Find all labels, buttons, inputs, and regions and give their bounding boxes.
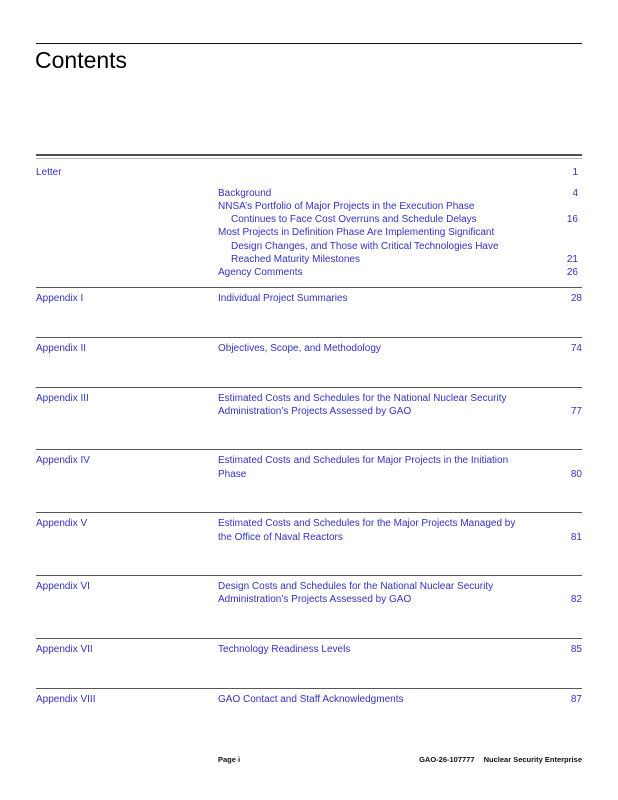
- toc-appendix-block: [36, 688, 582, 706]
- page-number[interactable]: 87: [570, 693, 582, 705]
- appendix-title[interactable]: Objectives, Scope, and Methodology: [218, 342, 381, 354]
- toc-entry[interactable]: [218, 266, 582, 279]
- toc-appendix-block: [36, 449, 582, 480]
- appendix-label[interactable]: Appendix VII: [36, 644, 93, 656]
- toc-appendix-block: [36, 575, 582, 606]
- toc-letter-link[interactable]: Letter: [36, 167, 62, 178]
- toc-entry-text[interactable]: Background: [218, 187, 272, 199]
- toc-entry[interactable]: [218, 200, 582, 226]
- toc-entry-text[interactable]: NNSA’s Portfolio of Major Projects in the Execution Phase Continues to Face Cost Overruns and Schedule Delays: [218, 200, 477, 226]
- page-number[interactable]: 4: [572, 187, 578, 199]
- page-number[interactable]: 26: [566, 266, 578, 278]
- page-number[interactable]: 80: [570, 468, 582, 480]
- page-number[interactable]: 82: [570, 594, 582, 606]
- page-title: Contents: [35, 47, 128, 73]
- page-number[interactable]: 28: [570, 293, 582, 305]
- toc-appendix-block: [36, 638, 582, 656]
- footer-report: [419, 755, 582, 765]
- footer-report-number: GAO-26-107777: [419, 755, 475, 764]
- toc-letter-entries: [218, 187, 582, 279]
- toc-entry-text[interactable]: Most Projects in Definition Phase Are Implementing Significant Design Changes, and Those with Critical Technologies Have Reached Maturity Milestones: [218, 227, 499, 265]
- appendix-label[interactable]: Appendix VIII: [36, 693, 96, 705]
- page-number[interactable]: 21: [566, 253, 578, 265]
- page-number[interactable]: 85: [570, 644, 582, 656]
- page-number[interactable]: 1: [572, 167, 578, 178]
- footer-report-title: Nuclear Security Enterprise: [483, 755, 582, 764]
- appendix-label[interactable]: Appendix VI: [36, 581, 90, 593]
- toc-entry[interactable]: [218, 187, 582, 200]
- page-number[interactable]: 74: [570, 342, 582, 354]
- toc-appendix-row[interactable]: [36, 513, 582, 543]
- appendix-label[interactable]: Appendix III: [36, 392, 89, 404]
- toc-appendix-row[interactable]: [36, 576, 582, 606]
- footer-page-label: Page i: [218, 755, 241, 764]
- appendix-title[interactable]: Estimated Costs and Schedules for Major Projects in the Initiation Phase: [218, 455, 509, 480]
- table-of-contents: [36, 154, 582, 738]
- appendix-title[interactable]: Individual Project Summaries: [218, 293, 348, 305]
- page-number[interactable]: 81: [570, 531, 582, 543]
- toc-appendix-row[interactable]: [36, 639, 582, 656]
- appendix-label[interactable]: Appendix I: [36, 293, 84, 305]
- page-number[interactable]: 16: [566, 214, 578, 226]
- toc-appendix-row[interactable]: [36, 689, 582, 706]
- toc-appendix-row[interactable]: [36, 388, 582, 418]
- toc-appendix-block: [36, 387, 582, 418]
- toc-appendix-block: [36, 337, 582, 355]
- toc-letter-row[interactable]: [36, 159, 582, 179]
- appendix-title[interactable]: GAO Contact and Staff Acknowledgments: [218, 693, 404, 705]
- appendix-title[interactable]: Estimated Costs and Schedules for the National Nuclear Security Administration’s Projects Assessed by GAO: [218, 392, 507, 417]
- appendix-label[interactable]: Appendix V: [36, 518, 88, 530]
- page-number[interactable]: 77: [570, 405, 582, 417]
- page-footer: [0, 755, 618, 767]
- appendix-label[interactable]: Appendix II: [36, 342, 87, 354]
- toc-appendix-row[interactable]: [36, 338, 582, 355]
- toc-appendix-row[interactable]: [36, 288, 582, 305]
- appendix-title[interactable]: Estimated Costs and Schedules for the Major Projects Managed by the Office of Naval Reactors: [218, 518, 516, 543]
- toc-entry[interactable]: [218, 226, 582, 266]
- appendix-title[interactable]: Design Costs and Schedules for the National Nuclear Security Administration’s Projects Assessed by GAO: [218, 581, 494, 606]
- title-rule: [36, 43, 582, 44]
- toc-appendix-block: [36, 512, 582, 543]
- appendix-title[interactable]: Technology Readiness Levels: [218, 644, 351, 656]
- toc-appendix-block: [36, 287, 582, 305]
- toc-appendix-row[interactable]: [36, 450, 582, 480]
- appendix-label[interactable]: Appendix IV: [36, 455, 90, 467]
- toc-entry-text[interactable]: Agency Comments: [218, 266, 303, 278]
